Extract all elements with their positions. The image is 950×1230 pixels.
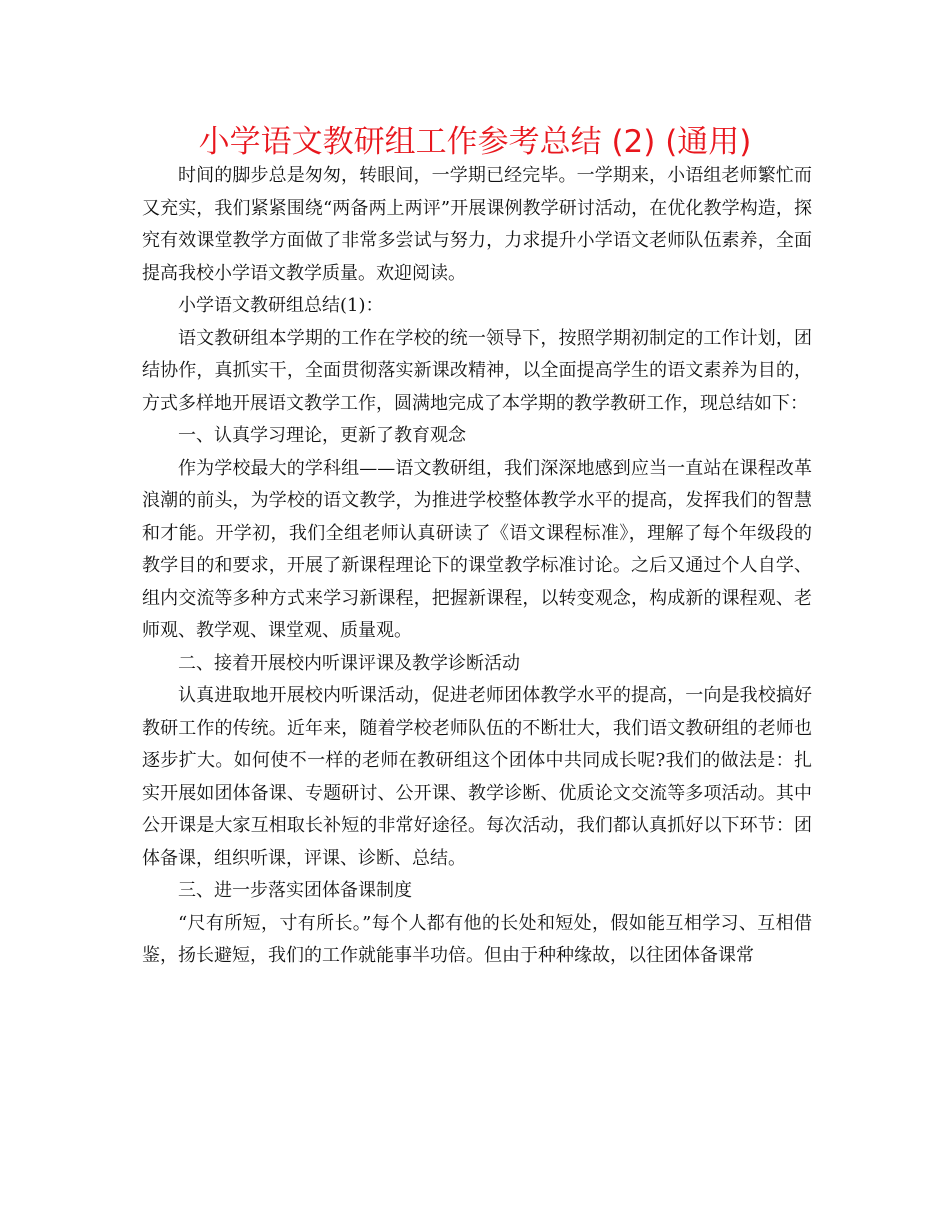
section-heading-2: 二、接着开展校内听课评课及教学诊断活动 bbox=[178, 652, 520, 674]
paragraph-overview: 语文教研组本学期的工作在学校的统一领导下，按照学期初制定的工作计划，团结协作，真抓实干，全面贯彻落实新课改精神，以全面提高学生的语文素养为目的，方式多样地开展语文教学工作，圆满地完成了本学期的教学教研工作，现总结如下： bbox=[142, 327, 812, 414]
paragraph-section-3: “尺有所短，寸有所长。”每个人都有他的长处和短处，假如能互相学习、互相借鉴，扬长避短，我们的工作就能事半功倍。但由于种种缘故，以往团体备课常 bbox=[142, 912, 812, 966]
section-heading-1: 一、认真学习理论，更新了教育观念 bbox=[178, 425, 466, 446]
paragraph-intro: 时间的脚步总是匆匆，转眼间，一学期已经完毕。一学期来，小语组老师繁忙而又充实，我们紧紧围绕“两备两上两评”开展课例教学研讨活动，在优化教学构造，探究有效课堂教学方面做了非常多尝试与努力，力求提升小学语文老师队伍素养，全面提高我校小学语文教学质量。欢迎阅读。 bbox=[142, 165, 812, 284]
paragraph-section-2: 认真进取地开展校内听课活动，促进老师团体教学水平的提高，一向是我校搞好教研工作的传统。近年来，随着学校老师队伍的不断壮大，我们语文教研组的老师也逐步扩大。如何使不一样的老师在教研组这个团体中共同成长呢?我们的做法是：扎实开展如团体备课、专题研讨、公开课、教学诊断、优质论文交流等多项活动。其中公开课是大家互相取长补短的非常好途径。每次活动，我们都认真抓好以下环节：团体备课，组织听课，评课、诊断、总结。 bbox=[142, 685, 812, 869]
document-title: 小学语文教研组工作参考总结 (2) (通用) bbox=[198, 124, 752, 160]
section-heading-3: 三、进一步落实团体备课制度 bbox=[178, 880, 412, 901]
document-body bbox=[142, 160, 812, 973]
paragraph-section-1: 作为学校最大的学科组——语文教研组，我们深深地感到应当一直站在课程改革浪潮的前头，为学校的语文教学，为推进学校整体教学水平的提高，发挥我们的智慧和才能。开学初，我们全组老师认真研读了《语文课程标准》，理解了每个年级段的教学目的和要求，开展了新课程理论下的课堂教学标准讨论。之后又通过个人自学、组内交流等多种方式来学习新课程，把握新课程，以转变观念，构成新的课程观、老师观、教学观、课堂观、质量观。 bbox=[142, 457, 812, 641]
paragraph-subtitle: 小学语文教研组总结(1)： bbox=[178, 295, 384, 316]
